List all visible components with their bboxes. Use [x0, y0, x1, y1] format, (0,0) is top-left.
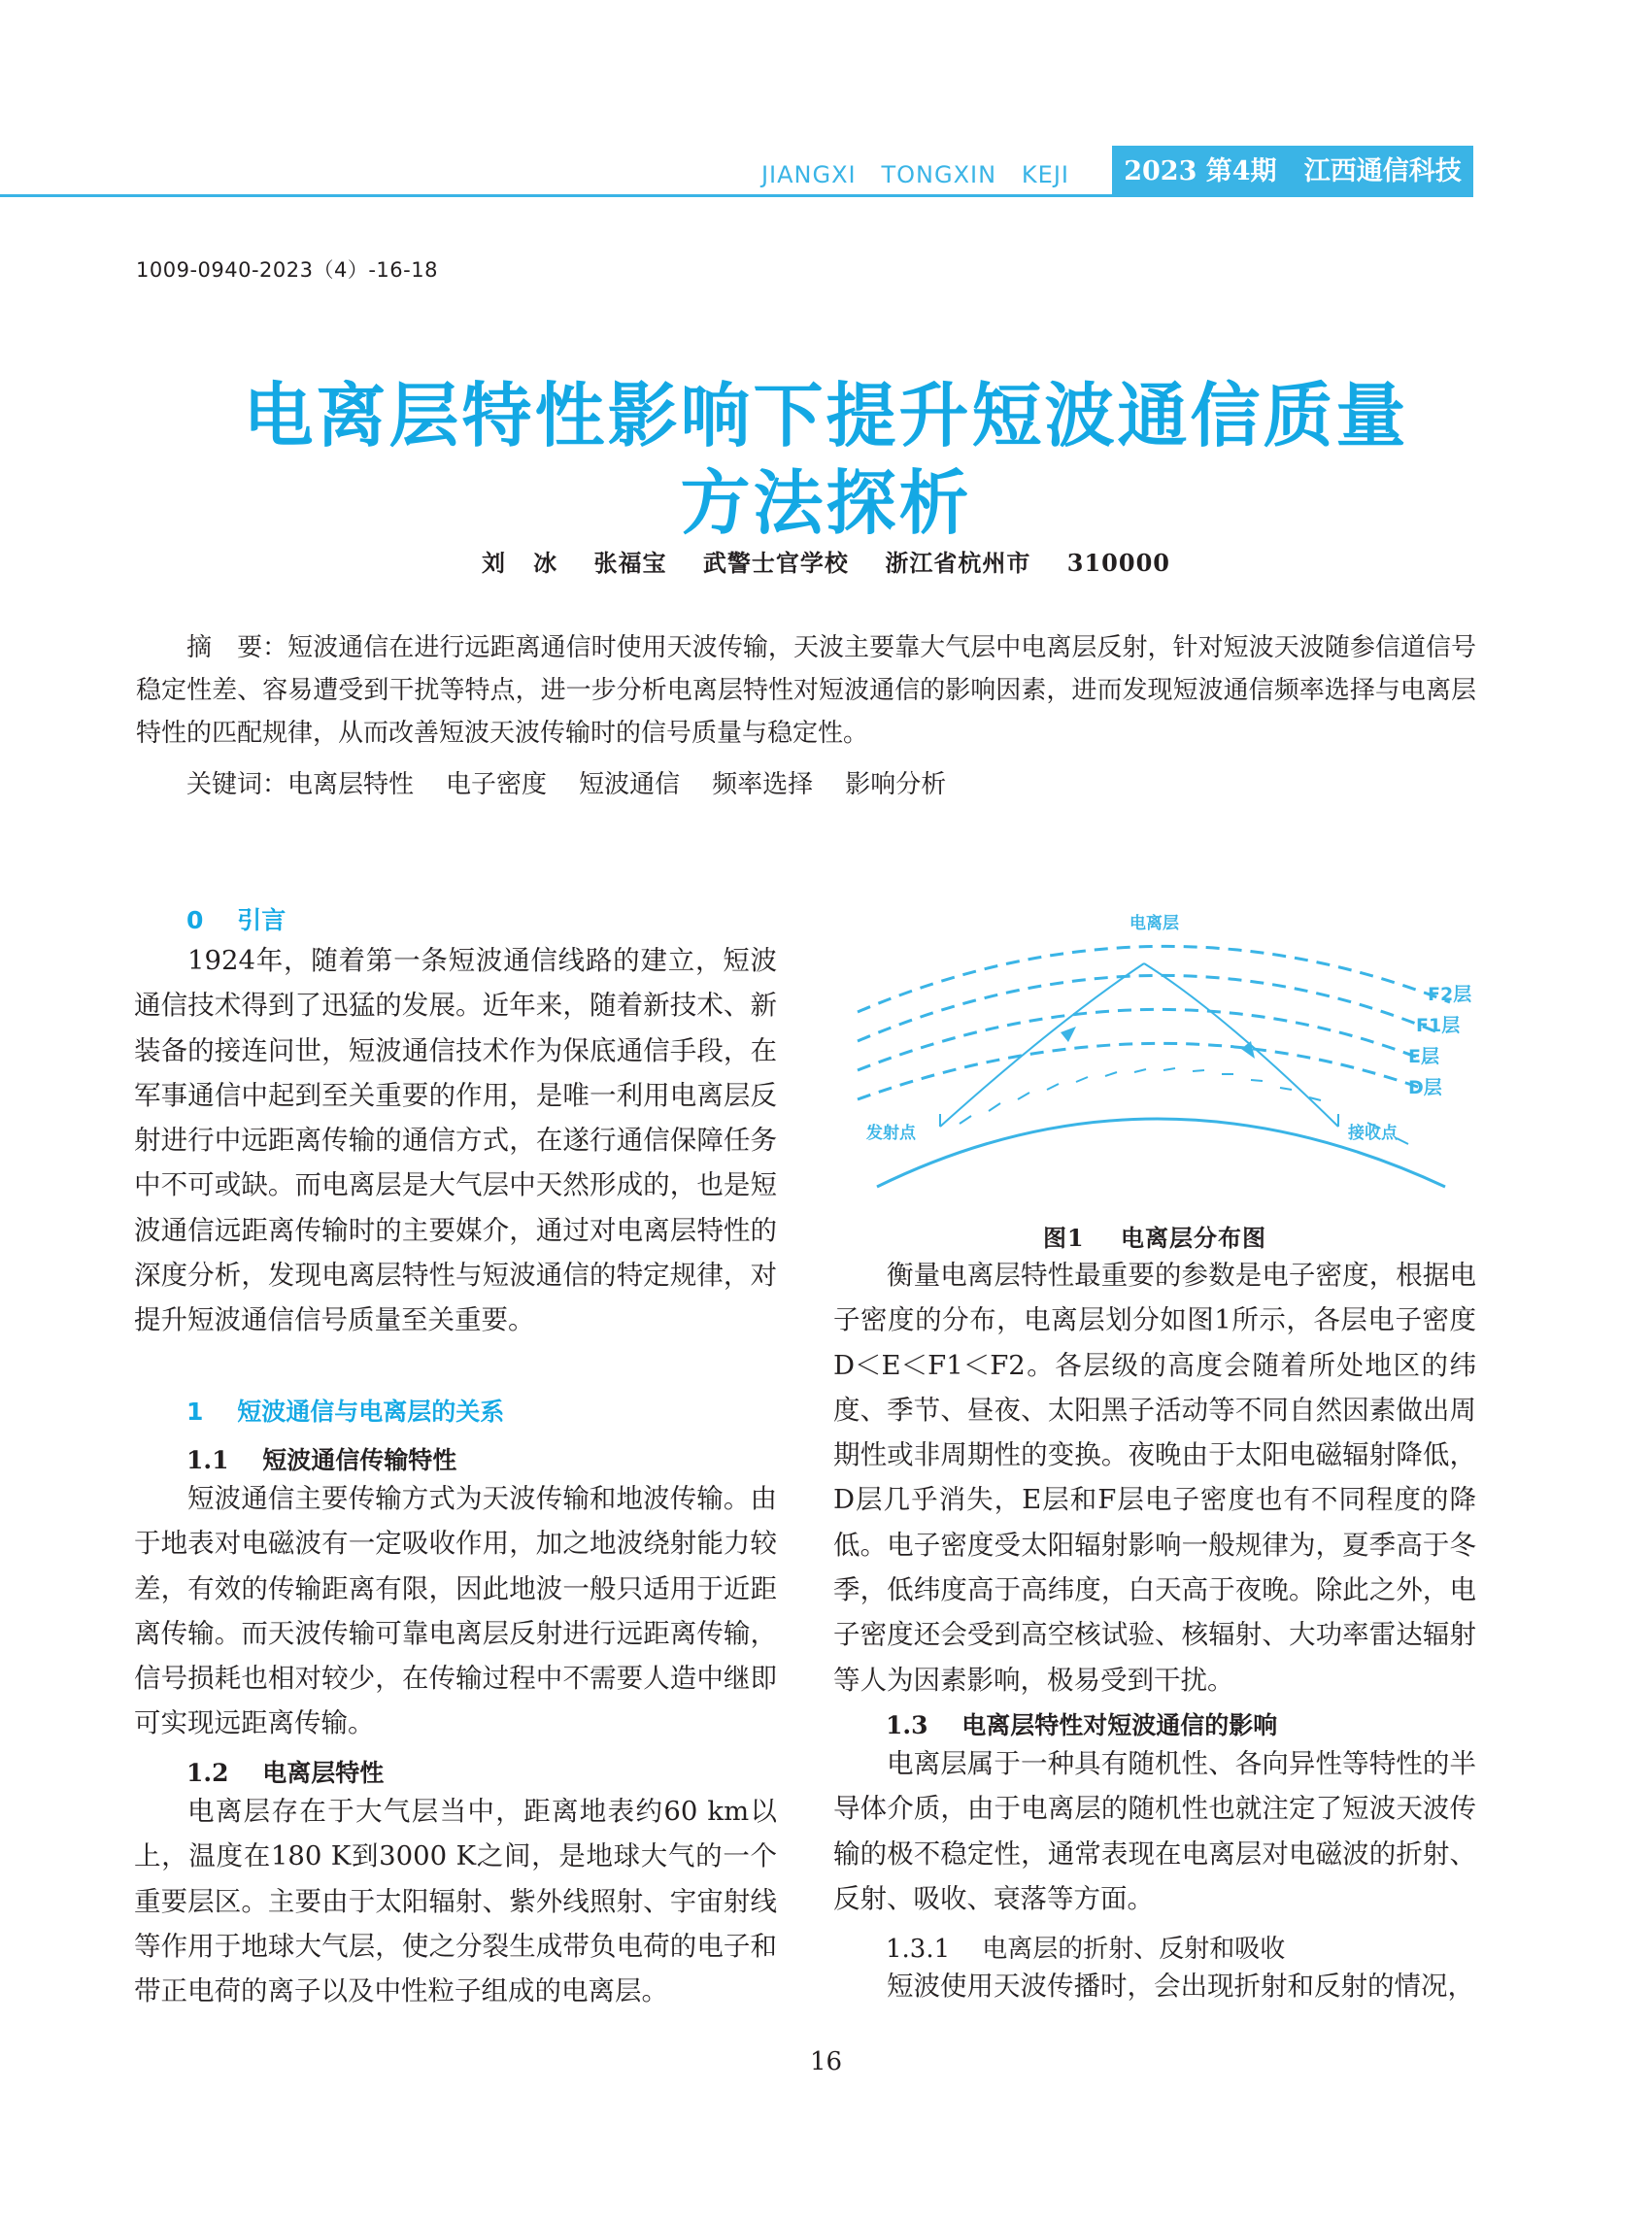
ionosphere-diagram	[853, 905, 1472, 1197]
wave-arrow-down	[1241, 1041, 1255, 1059]
section-1-3-heading: 1.3 电离层特性对短波通信的影响	[886, 1711, 1278, 1739]
label-transmitter: 发射点	[866, 1124, 916, 1143]
paragraph-text: 短波通信主要传输方式为天波传输和地波传输。由于地表对电磁波有一定吸收作用，加之地波绕射能力较差，有效的传输距离有限，因此地波一般只适用于近距离传输。而天波传输可靠电离层反射进行远距离传输，信号损耗也相对较少，在传输过程中不需要人造中继即可实现远距离传输。	[134, 1483, 777, 1739]
section-1-2-paragraph	[134, 1789, 777, 2013]
d-layer-arc	[858, 1043, 1426, 1099]
section-1-1-paragraph	[134, 1476, 777, 1746]
paragraph-text: 电离层属于一种具有随机性、各向异性等特性的半导体介质，由于电离层的随机性也就注定了短波天波传输的极不稳定性，通常表现在电离层对电磁波的折射、反射、吸收、衰落等方面。	[833, 1748, 1476, 1914]
paragraph-text: 衡量电离层特性最重要的参数是电子密度，根据电子密度的分布，电离层划分如图1所示，各层电子密度D＜E＜F1＜F2。各层级的高度会随着所处地区的纬度、季节、昼夜、太阳黑子活动等不同自然因素做出周期性或非周期性的变换。夜晚由于太阳电磁辐射降低，D层几乎消失，E层和F层电子密度也有不同程度的降低。电子密度受太阳辐射影响一般规律为，夏季高于冬季，低纬度高于高纬度，白天高于夜晚。除此之外，电子密度还会受到高空核试验、核辐射、大功率雷达辐射等人为因素影响，极易受到干扰。	[833, 1260, 1476, 1696]
author-affiliation: 刘 冰 张福宝 武警士官学校 浙江省杭州市 310000	[482, 549, 1170, 577]
section-1-2-heading: 1.2 电离层特性	[186, 1759, 385, 1787]
label-d-layer: D层	[1408, 1077, 1442, 1098]
section-0-heading: 0 引言	[186, 906, 287, 934]
f2-layer-arc	[858, 946, 1450, 1012]
label-f1-layer: F1层	[1416, 1015, 1461, 1036]
wave-path-up	[940, 963, 1144, 1127]
abstract: 摘 要：短波通信在进行远距离通信时使用天波传输，天波主要靠大气层中电离层反射，针对短波天波随参信道信号稳定性差、容易遭受到干扰等特点，进一步分析电离层特性对短波通信的影响因素，进而发现短波通信频率选择与电离层特性的匹配规律，从而改善短波天波传输时的信号质量与稳定性。	[136, 633, 1476, 748]
label-e-layer: E层	[1408, 1046, 1439, 1067]
paper-title-line1: 电离层特性影响下提升短波通信质量	[243, 375, 1409, 456]
section-1-heading: 1 短波通信与电离层的关系	[186, 1398, 505, 1426]
paragraph-text: 短波使用天波传播时，会出现折射和反射的情况，	[887, 1971, 1474, 2002]
section-1-2-paragraph-2	[833, 1253, 1476, 1702]
journal-name-english: JIANGXI TONGXIN KEJI	[760, 161, 1069, 188]
header-rule	[0, 194, 1112, 197]
label-ionosphere: 电离层	[1129, 914, 1179, 933]
page-number: 16	[809, 2047, 843, 2076]
wave-path-down	[1144, 963, 1338, 1127]
label-f2-layer: F2层	[1428, 984, 1472, 1005]
section-1-3-paragraph	[833, 1741, 1476, 1921]
section-1-3-1-paragraph	[833, 1964, 1476, 2008]
section-1-3-1-heading: 1.3.1 电离层的折射、反射和吸收	[886, 1935, 1286, 1964]
paragraph-text: 电离层存在于大气层当中，距离地表约60 km以上，温度在180 K到3000 K之间，是地球大气的一个重要层区。主要由于太阳辐射、紫外线照射、宇宙射线等作用于地球大气层，使之分裂生成带负电荷的电子和带正电荷的离子以及中性粒子组成的电离层。	[134, 1796, 777, 2007]
wave-arrow-up	[1061, 1027, 1076, 1042]
section-0-paragraph	[134, 938, 777, 1343]
paper-title-line2: 方法探析	[680, 462, 972, 544]
document-code: 1009-0940-2023（4）-16-18	[136, 258, 438, 282]
keywords: 关键词：电离层特性 电子密度 短波通信 频率选择 影响分析	[186, 770, 947, 799]
figure-caption: 图1 电离层分布图	[1042, 1224, 1267, 1252]
issue-label-box: 2023 第4期 江西通信科技	[1112, 146, 1473, 197]
e-layer-arc	[858, 1009, 1426, 1070]
section-1-1-heading: 1.1 短波通信传输特性	[186, 1446, 457, 1474]
label-receiver: 接收点	[1348, 1124, 1398, 1143]
paragraph-text: 1924年，随着第一条短波通信线路的建立，短波通信技术得到了迅猛的发展。近年来，随着新技术、新装备的接连问世，短波通信技术作为保底通信手段，在军事通信中起到至关重要的作用，是唯一利用电离层反射进行中远距离传输的通信方式，在遂行通信保障任务中不可或缺。而电离层是大气层中天然形成的，也是短波通信远距离传输时的主要媒介，通过对电离层特性的深度分析，发现电离层特性与短波通信的特定规律，对提升短波通信信号质量至关重要。	[134, 945, 777, 1336]
